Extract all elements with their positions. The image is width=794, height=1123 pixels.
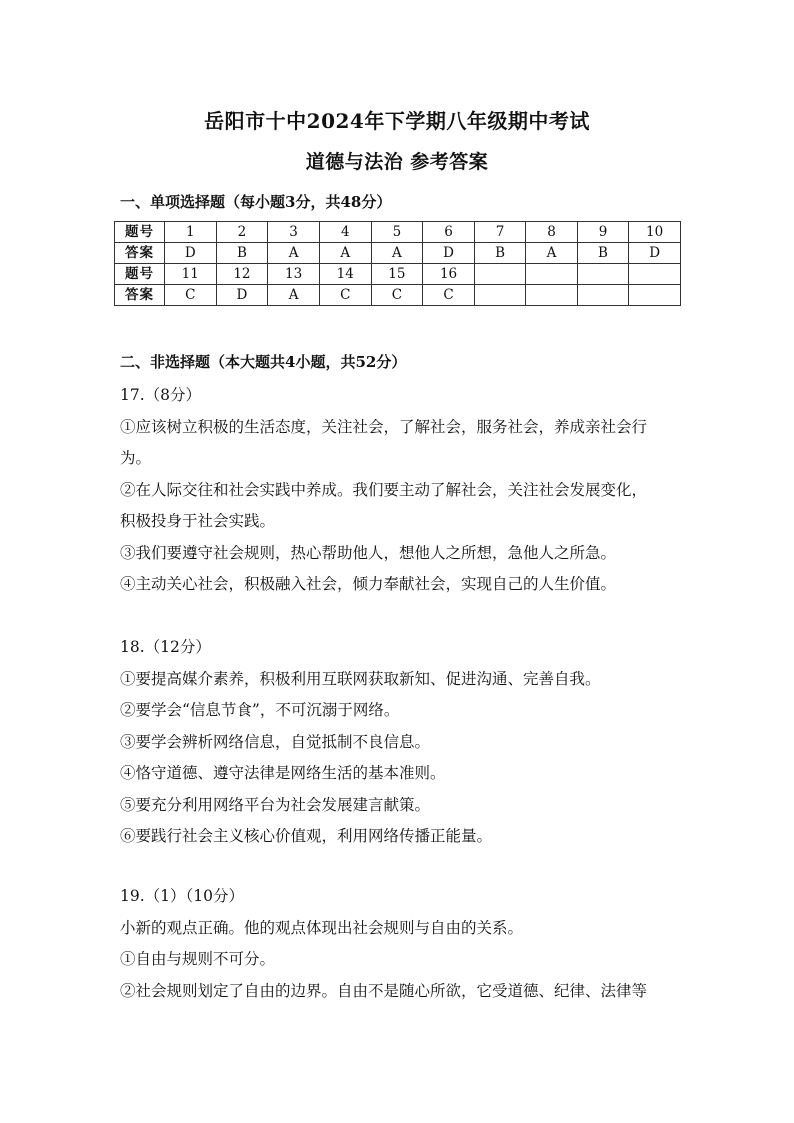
- answer-table-cell: A: [268, 243, 320, 264]
- answer-table-cell: 7: [474, 222, 525, 243]
- answer-table-cell: A: [319, 243, 371, 264]
- answer-table-cell: 6: [423, 222, 475, 243]
- document-subtitle: 道德与法治 参考答案: [305, 151, 489, 173]
- answer-table-cell: D: [629, 243, 681, 264]
- answer-table-cell: 4: [319, 222, 371, 243]
- q18-line: ②要学会“信息节食”，不可沉溺于网络。: [120, 701, 400, 719]
- answer-table-cell: [577, 264, 628, 285]
- q17-line: 为。: [120, 449, 152, 467]
- q17-line: 17.（8分）: [120, 386, 202, 404]
- q18-line: ⑤要充分利用网络平台为社会发展建言献策。: [120, 795, 431, 814]
- answer-table-cell: 2: [216, 222, 268, 243]
- answer-table-cell: [526, 264, 577, 285]
- answer-table-cell: [526, 285, 577, 306]
- section-2-heading: 二、非选择题（本大题共4小题，共52分）: [120, 353, 407, 371]
- answer-table-cell: 5: [371, 222, 423, 243]
- answer-table-cell: B: [577, 243, 628, 264]
- answer-table-cell: 11: [164, 264, 216, 285]
- answer-table-row: [115, 222, 681, 243]
- q18-line: ③要学会辨析网络信息，自觉抵制不良信息。: [120, 732, 431, 751]
- answer-table-cell: 1: [164, 222, 216, 243]
- answer-table-cell: 3: [268, 222, 320, 243]
- answer-table-row-label: 题号: [115, 264, 165, 285]
- answer-table-cell: A: [371, 243, 423, 264]
- q19-line: 小新的观点正确。他的观点体现出社会规则与自由的关系。: [120, 918, 524, 937]
- document-title: 岳阳市十中2024年下学期八年级期中考试: [204, 109, 590, 133]
- section-1-heading: 一、单项选择题（每小题3分，共48分）: [120, 193, 392, 211]
- answer-table-cell: [629, 285, 681, 306]
- answer-table-cell: C: [319, 285, 371, 306]
- q17-line: 积极投身于社会实践。: [120, 512, 276, 530]
- answer-table-cell: D: [216, 285, 268, 306]
- answer-table-cell: [474, 264, 525, 285]
- q18-line: 18.（12分）: [120, 638, 211, 656]
- answer-table-cell: B: [216, 243, 268, 264]
- answer-table-cell: C: [423, 285, 475, 306]
- question-19-answer: [120, 881, 680, 1007]
- answer-table-cell: D: [423, 243, 475, 264]
- question-18-answer: [120, 632, 680, 853]
- answer-table-cell: 8: [526, 222, 577, 243]
- answer-table-cell: 14: [319, 264, 371, 285]
- answer-table-row: [115, 264, 681, 285]
- answer-table-cell: [474, 285, 525, 306]
- q17-line: ③我们要遵守社会规则，热心帮助他人，想他人之所想，急他人之所急。: [120, 543, 617, 562]
- q18-line: ⑥要践行社会主义核心价值观，利用网络传播正能量。: [120, 827, 493, 845]
- answer-table-cell: [577, 285, 628, 306]
- answer-table-row-label: 答案: [115, 285, 165, 306]
- answer-table-cell: 12: [216, 264, 268, 285]
- answer-table-cell: C: [371, 285, 423, 306]
- answer-table-cell: 10: [629, 222, 681, 243]
- answer-table-cell: B: [474, 243, 525, 264]
- q17-line: ④主动关心社会，积极融入社会，倾力奉献社会，实现自己的人生价值。: [120, 575, 617, 593]
- answer-table-row: [115, 243, 681, 264]
- answer-table-cell: 13: [268, 264, 320, 285]
- answer-table-cell: 9: [577, 222, 628, 243]
- question-17-answer: [120, 380, 680, 601]
- q18-line: ④恪守道德、遵守法律是网络生活的基本准则。: [120, 764, 446, 782]
- q19-line: ①自由与规则不可分。: [120, 950, 276, 968]
- answer-table-row-label: 答案: [115, 243, 165, 264]
- answer-table-cell: D: [164, 243, 216, 264]
- q17-line: ①应该树立积极的生活态度，关注社会，了解社会，服务社会，养成亲社会行: [120, 417, 648, 436]
- q17-line: ②在人际交往和社会实践中养成。我们要主动了解社会，关注社会发展变化，: [120, 480, 648, 499]
- answer-table-cell: 16: [423, 264, 475, 285]
- answer-table-cell: [629, 264, 681, 285]
- answer-table-cell: 15: [371, 264, 423, 285]
- q19-line: ②社会规则划定了自由的边界。自由不是随心所欲，它受道德、纪律、法律等: [120, 981, 648, 1000]
- answer-table-cell: A: [268, 285, 320, 306]
- answer-table-row-label: 题号: [115, 222, 165, 243]
- answer-table-cell: C: [164, 285, 216, 306]
- answer-table: [114, 221, 681, 306]
- q18-line: ①要提高媒介素养，积极利用互联网获取新知、促进沟通、完善自我。: [120, 669, 601, 688]
- answer-table-row: [115, 285, 681, 306]
- answer-table-cell: A: [526, 243, 577, 264]
- q19-line: 19.（1）（10分）: [120, 887, 244, 905]
